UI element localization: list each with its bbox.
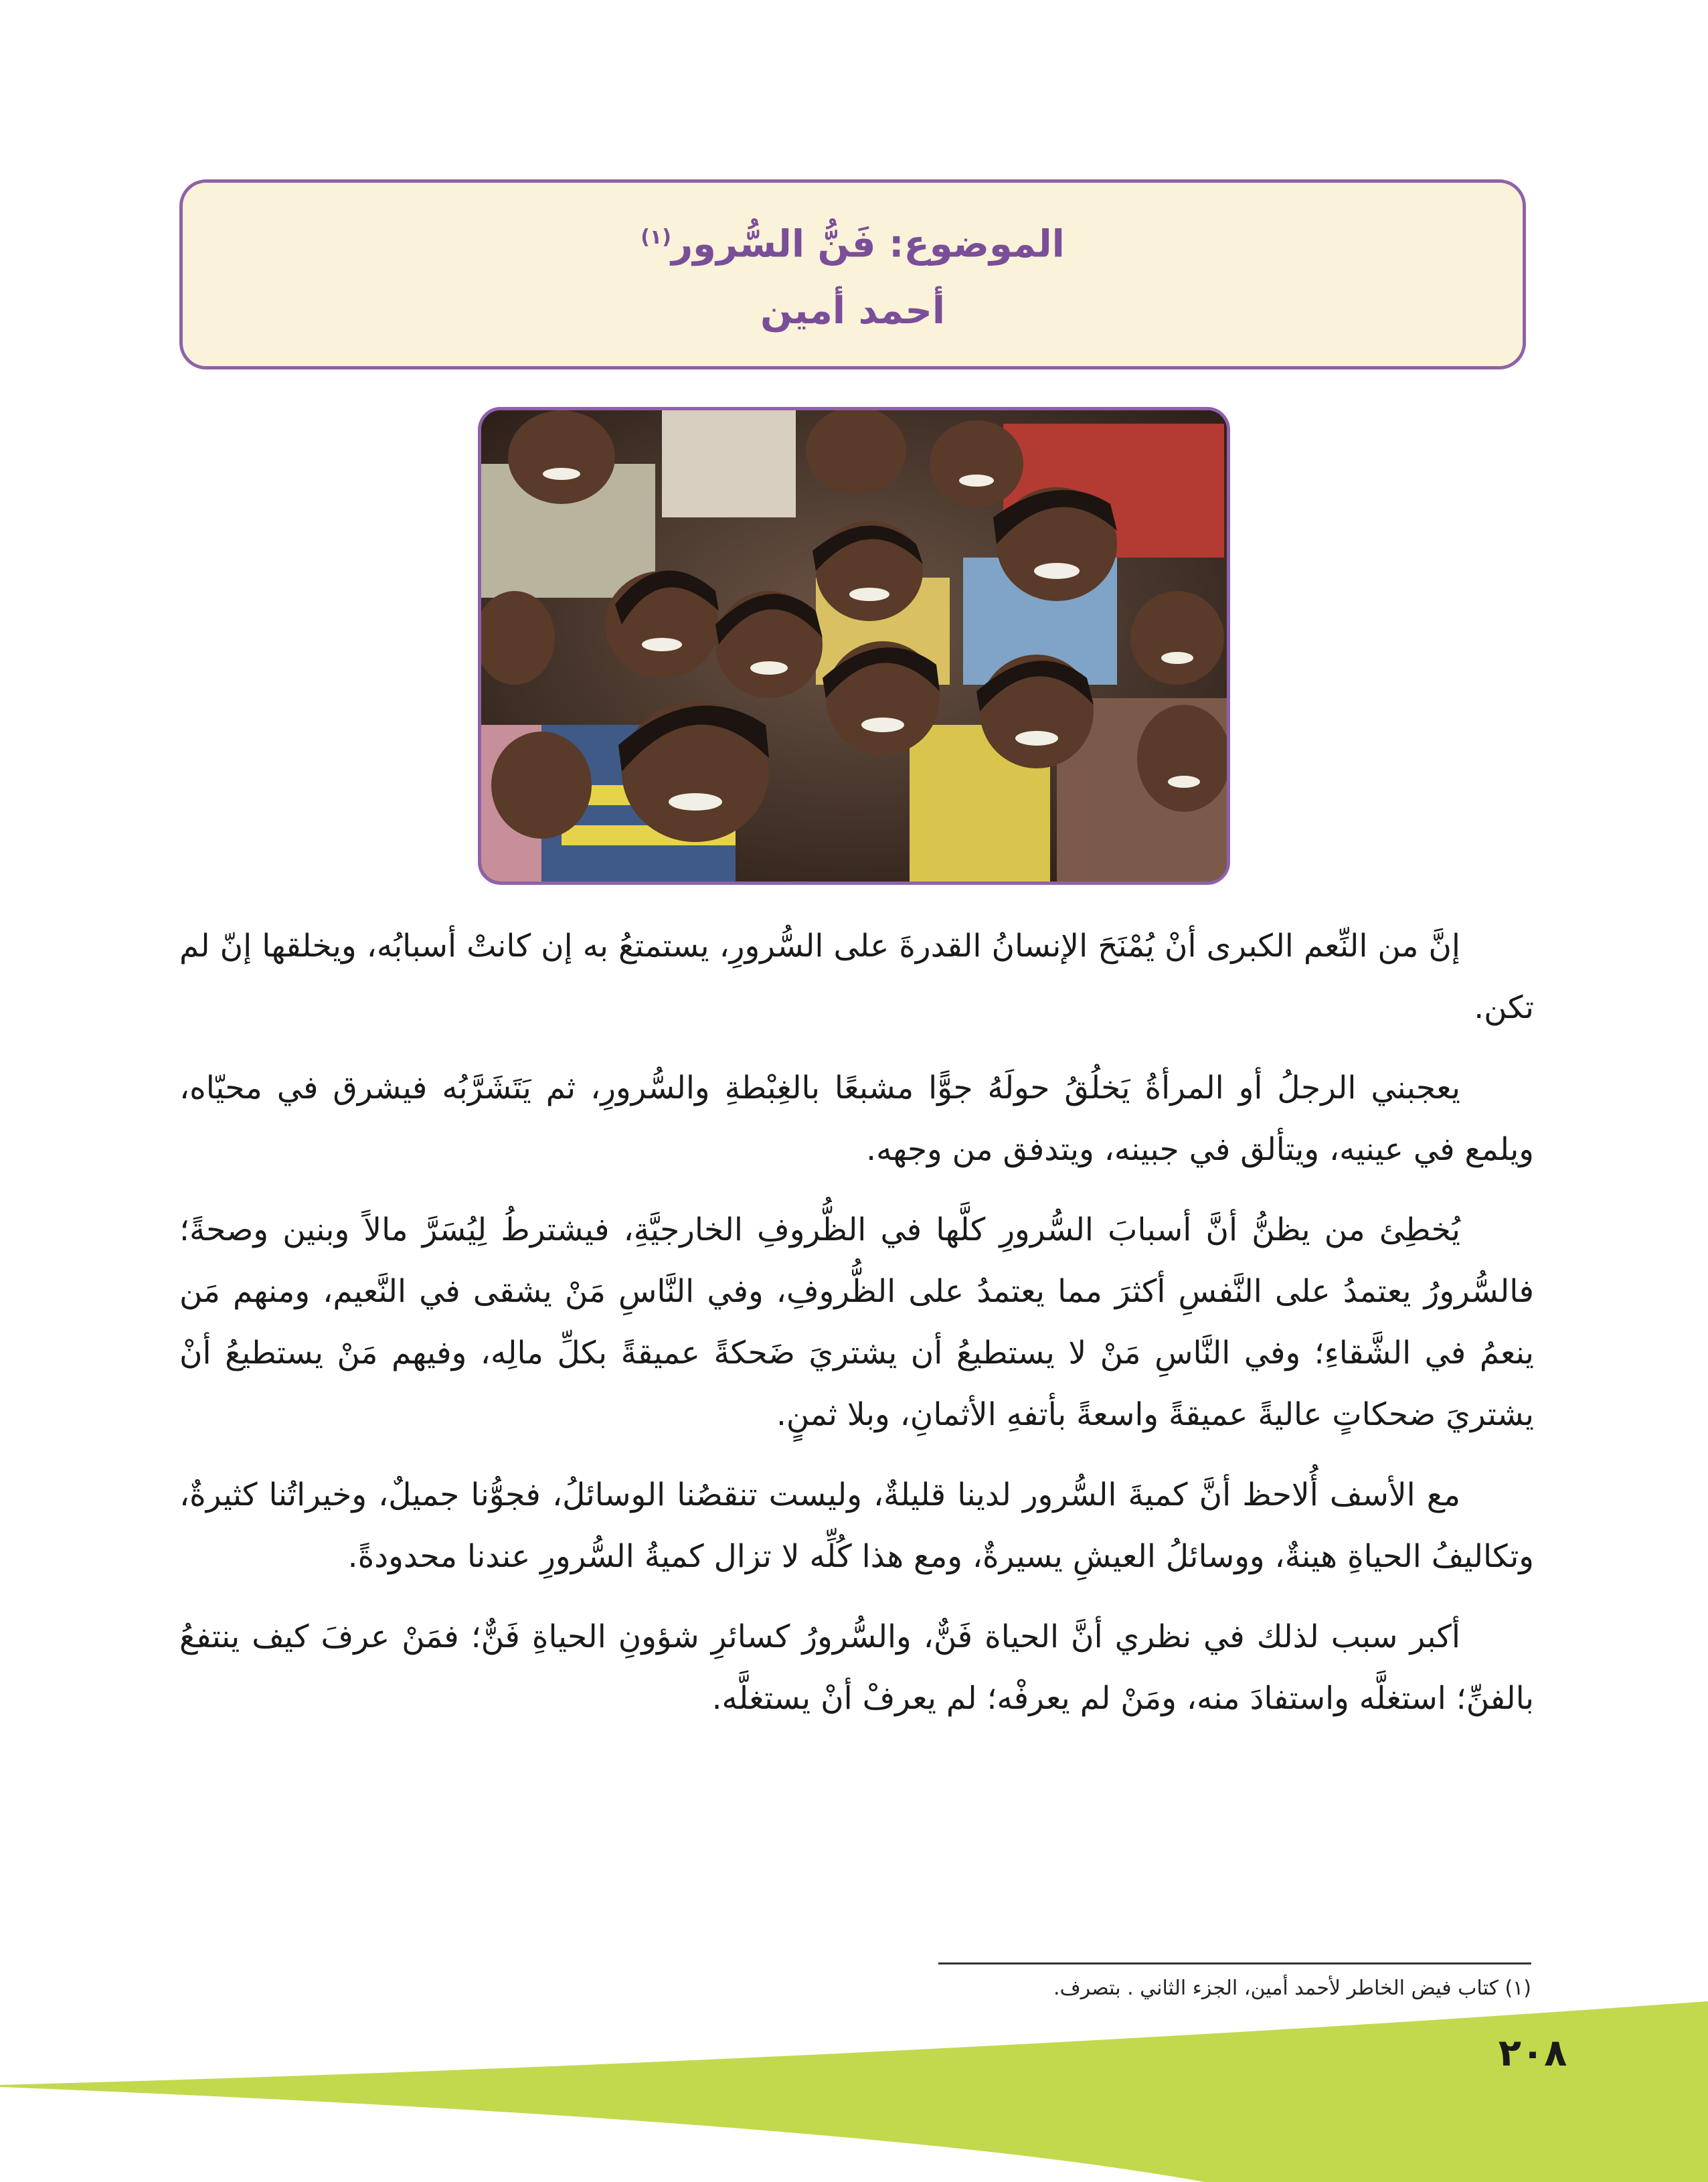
footnote-divider [938, 1962, 1531, 1964]
topic-label: الموضوع: فَنُّ السُّرور [671, 222, 1065, 266]
paragraph-4: مع الأسف أُلاحظ أنَّ كميةَ السُّرور لدينا قليلةٌ، وليست تنقصُنا الوسائلُ، فجوُّنا جميلٌ، وخيراتُنا كثيرةٌ، وتكاليفُ الحياةِ هينةٌ، ووسائلُ العيشِ يسيرةٌ، ومع هذا كُلِّه لا تزال كميةُ السُّرورِ عندنا محدودةً. [179, 1477, 1534, 1575]
footer-wave [0, 1981, 1708, 2182]
page-number: ٢٠٨ [1498, 2031, 1567, 2075]
topic-title [640, 204, 1065, 278]
paragraph-5: أكبر سبب لذلك في نظري أنَّ الحياة فَنٌّ، والسُّرورُ كسائرِ شؤونِ الحياةِ فَنٌّ؛ فمَنْ عرفَ كيف ينتفعُ بالفنِّ؛ استغلَّه واستفادَ منه، ومَنْ لم يعرفْه؛ لم يعرفْ أنْ يستغلَّه. [179, 1618, 1534, 1717]
children-photo-illustration [481, 410, 1227, 882]
footnote: (١) كتاب فيض الخاطر لأحمد أمين، الجزء الثاني . بتصرف. [1053, 1977, 1531, 2000]
footnote-marker: (١) [640, 225, 671, 249]
paragraph-2: يعجبني الرجلُ أو المرأةُ يَخلُقُ حولَهُ جوًّا مشبعًا بالغِبْطةِ والسُّرورِ، ثم يَتَشَرَّبُه فيشرق في محيّاه، ويلمع في عينيه، ويتألق في جبينه، ويتدفق من وجهه. [179, 1070, 1534, 1168]
children-photo [478, 407, 1230, 885]
paragraph-3: يُخطِئ من يظنُّ أنَّ أسبابَ السُّرورِ كلَّها في الظُّروفِ الخارجيَّةِ، فيشترطُ لِيُسَرَّ مالاً وبنين وصحةً؛ فالسُّرورُ يعتمدُ على النَّفسِ أكثرَ مما يعتمدُ على الظُّروفِ، وفي النَّاسِ مَنْ يشقى في النَّعيم، ومنهم مَن ينعمُ في الشَّقاءِ؛ وفي النَّاسِ مَنْ لا يستطيعُ أن يشتريَ ضَحكةً عميقةً بكلِّ مالِه، وفيهم مَنْ يستطيعُ أنْ يشتريَ ضحكاتٍ عاليةً عميقةً واسعةً بأتفهِ الأثمانِ، وبلا ثمنٍ. [179, 1211, 1534, 1433]
author-name: أحمد أمين [760, 289, 946, 333]
article-body [179, 916, 1534, 1748]
paragraph-1: إنَّ من النِّعم الكبرى أنْ يُمْنَحَ الإنسانُ القدرةَ على السُّرورِ، يستمتعُ به إن كانتْ أسبابُه، ويخلقها إنّ لم تكن. [179, 928, 1534, 1026]
title-box [179, 179, 1526, 369]
